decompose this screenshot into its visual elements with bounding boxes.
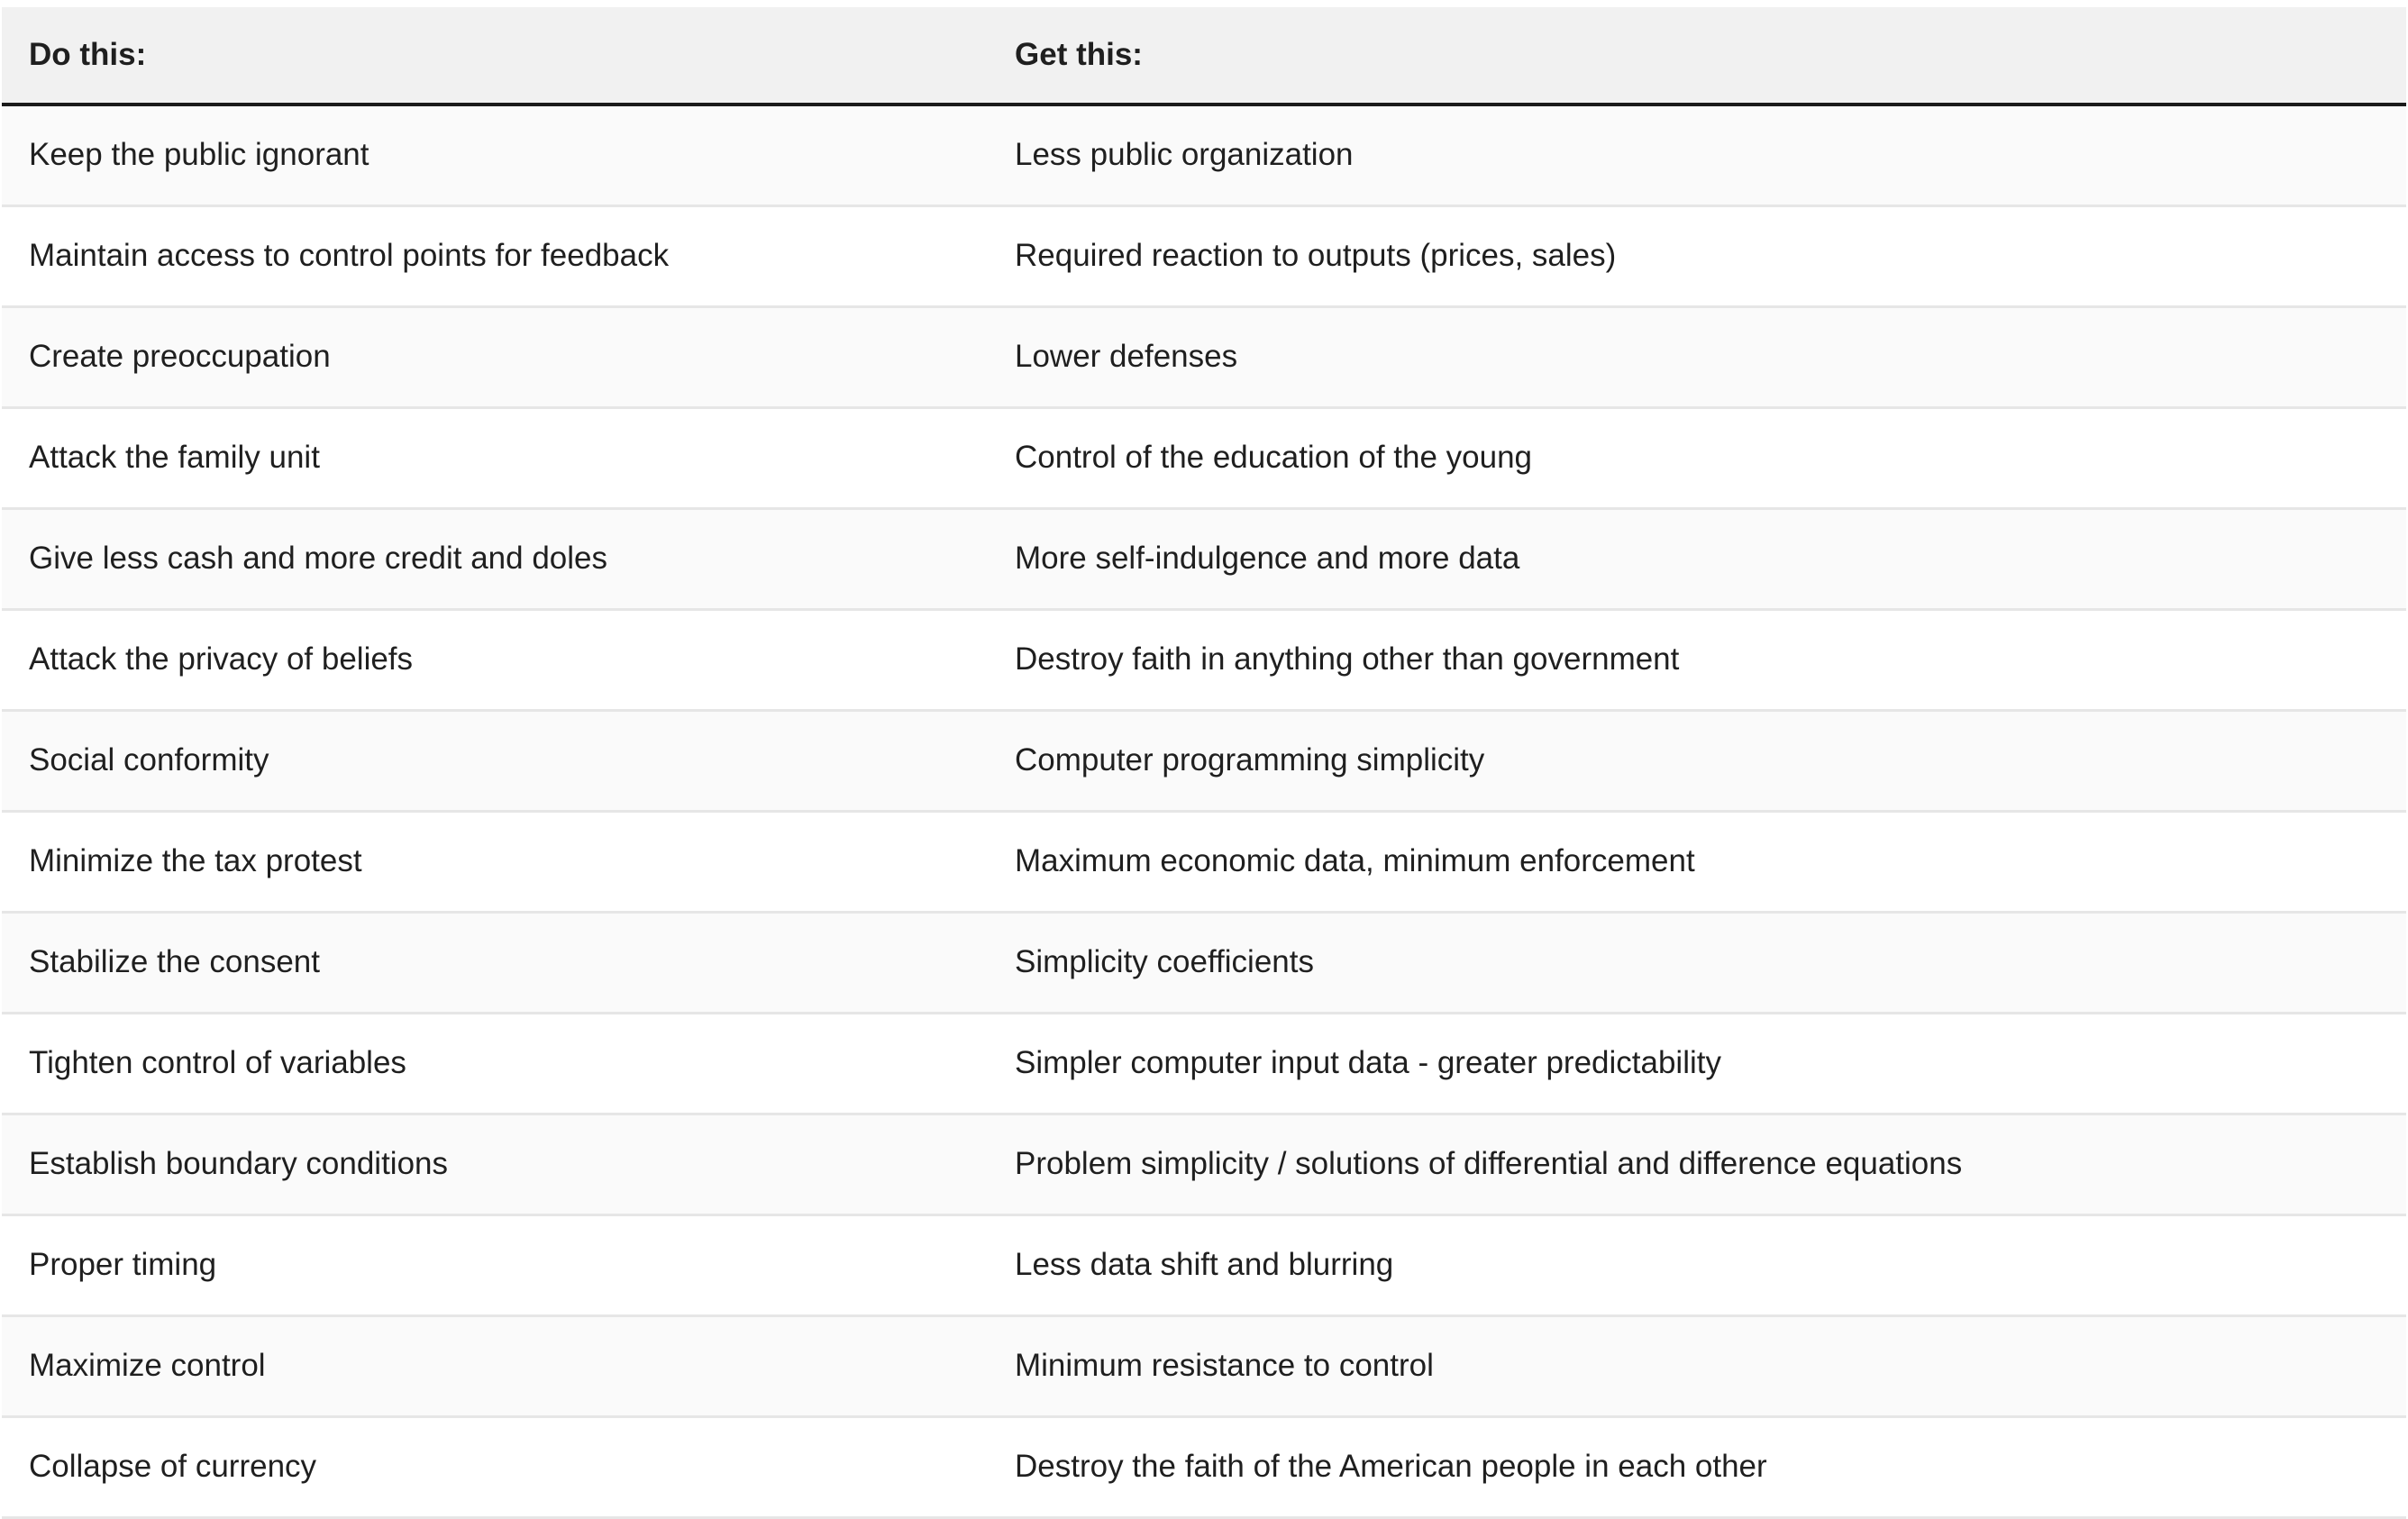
table-row bbox=[2, 508, 2406, 609]
action-cell: Attack the privacy of beliefs bbox=[29, 641, 414, 677]
action-cell: Maximize control bbox=[29, 1348, 266, 1383]
do-get-table bbox=[2, 7, 2406, 1519]
table-row bbox=[2, 1315, 2406, 1416]
result-cell: Control of the education of the young bbox=[1015, 440, 1533, 475]
table-row bbox=[2, 205, 2406, 306]
table-row bbox=[2, 105, 2406, 205]
action-cell: Collapse of currency bbox=[29, 1449, 317, 1484]
result-cell: Computer programming simplicity bbox=[1015, 742, 1485, 778]
action-cell: Establish boundary conditions bbox=[29, 1146, 449, 1181]
action-cell: Minimize the tax protest bbox=[29, 843, 362, 878]
table-row bbox=[2, 1214, 2406, 1315]
result-cell: More self-indulgence and more data bbox=[1015, 541, 1520, 576]
result-cell: Destroy faith in anything other than government bbox=[1015, 641, 1680, 677]
table-row bbox=[2, 306, 2406, 407]
table-row bbox=[2, 1416, 2406, 1517]
action-cell: Attack the family unit bbox=[29, 440, 320, 475]
result-cell: Required reaction to outputs (prices, sales) bbox=[1015, 238, 1617, 273]
table-container bbox=[2, 7, 2406, 1519]
action-cell: Keep the public ignorant bbox=[29, 137, 369, 173]
header-row bbox=[2, 7, 2406, 105]
table-row bbox=[2, 811, 2406, 912]
result-cell: Simplicity coefficients bbox=[1015, 944, 1314, 979]
action-cell: Stabilize the consent bbox=[29, 944, 320, 979]
table-header bbox=[2, 7, 2406, 105]
action-cell: Give less cash and more credit and doles bbox=[29, 541, 607, 576]
result-cell: Less public organization bbox=[1015, 137, 1354, 173]
table-row bbox=[2, 710, 2406, 811]
result-cell: Minimum resistance to control bbox=[1015, 1348, 1434, 1383]
result-cell: Problem simplicity / solutions of differential and difference equations bbox=[1015, 1146, 1963, 1181]
header-do-this: Do this: bbox=[2, 7, 988, 105]
result-cell: Maximum economic data, minimum enforcement bbox=[1015, 843, 1695, 878]
table-row bbox=[2, 1013, 2406, 1114]
action-cell: Maintain access to control points for feedback bbox=[29, 238, 670, 273]
action-cell: Tighten control of variables bbox=[29, 1045, 406, 1080]
result-cell: Lower defenses bbox=[1015, 339, 1238, 374]
result-cell: Destroy the faith of the American people in each other bbox=[1015, 1449, 1767, 1484]
header-get-this: Get this: bbox=[988, 7, 2406, 105]
result-cell: Simpler computer input data - greater predictability bbox=[1015, 1045, 1721, 1080]
table-row bbox=[2, 609, 2406, 710]
table-row bbox=[2, 407, 2406, 508]
table-row bbox=[2, 1114, 2406, 1214]
action-cell: Social conformity bbox=[29, 742, 269, 778]
table-row bbox=[2, 912, 2406, 1013]
table-body bbox=[2, 105, 2406, 1517]
action-cell: Proper timing bbox=[29, 1247, 217, 1282]
action-cell: Create preoccupation bbox=[29, 339, 331, 374]
result-cell: Less data shift and blurring bbox=[1015, 1247, 1394, 1282]
